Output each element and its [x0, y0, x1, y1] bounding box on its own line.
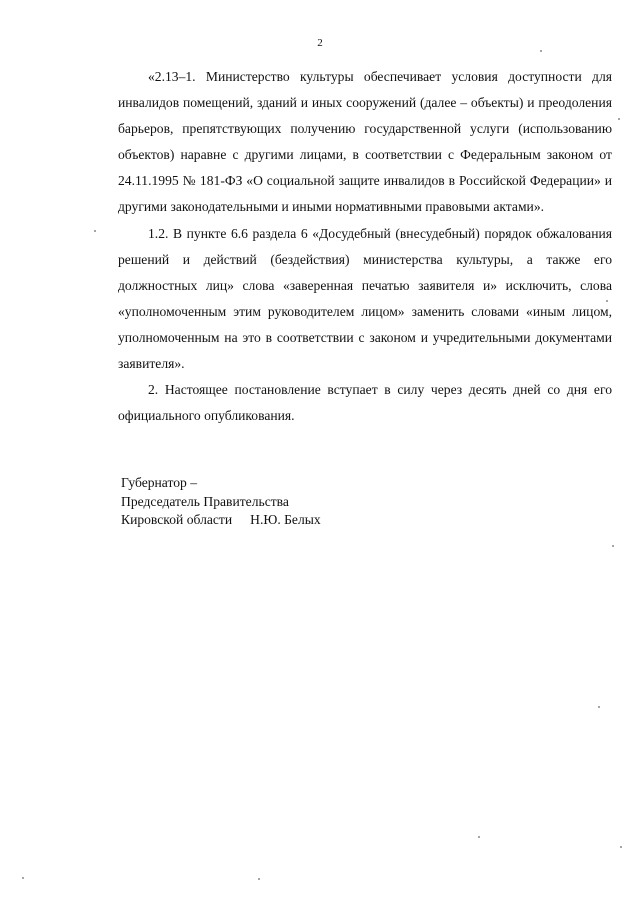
- page-number: 2: [317, 37, 323, 49]
- scan-speck: [94, 230, 96, 232]
- paragraph-2-13-1: «2.13–1. Министерство культуры обеспечивает условия доступности для инвалидов помещений, зданий и иных сооружений (далее – объекты) и преодоления барьеров, препятствующих получению государственной услуги (использованию объектов) наравне с другими лицами, в соответствии с Федеральным законом от 24.11.1995 № 181-ФЗ «О социальной защите инвалидов в Российской Федерации» и другими законодательными и иными нормативными правовыми актами».: [118, 69, 612, 215]
- document-body: [118, 64, 612, 429]
- paragraph-2: 2. Настоящее постановление вступает в силу через десять дней со дня его официального опубликования.: [118, 382, 612, 424]
- scan-speck: [258, 878, 260, 880]
- signature-block: [121, 474, 321, 530]
- signature-title-line-2: Председатель Правительства: [121, 493, 289, 509]
- signatory-name: Н.Ю. Белых: [250, 512, 321, 527]
- paragraph-1-2: 1.2. В пункте 6.6 раздела 6 «Досудебный (внесудебный) порядок обжалования решений и действий (бездействия) министерства культуры, а также его должностных лиц» слова «заверенная печатью заявителя и» исключить, слова «уполномоченным этим руководителем лицом» заменить словами «иным лицом, уполномоченным на это в соответствии с законом и учредительными документами заявителя».: [118, 225, 612, 372]
- scan-speck: [598, 706, 600, 708]
- scan-speck: [540, 50, 542, 52]
- scan-speck: [606, 300, 608, 302]
- scan-speck: [618, 118, 620, 120]
- signature-region: Кировской области: [121, 512, 233, 527]
- scan-speck: [478, 836, 480, 838]
- scan-speck: [612, 545, 614, 547]
- scan-speck: [620, 846, 622, 848]
- signature-title-line-3: [121, 511, 321, 530]
- signature-title-line-1: Губернатор –: [121, 475, 198, 490]
- scan-speck: [22, 877, 24, 879]
